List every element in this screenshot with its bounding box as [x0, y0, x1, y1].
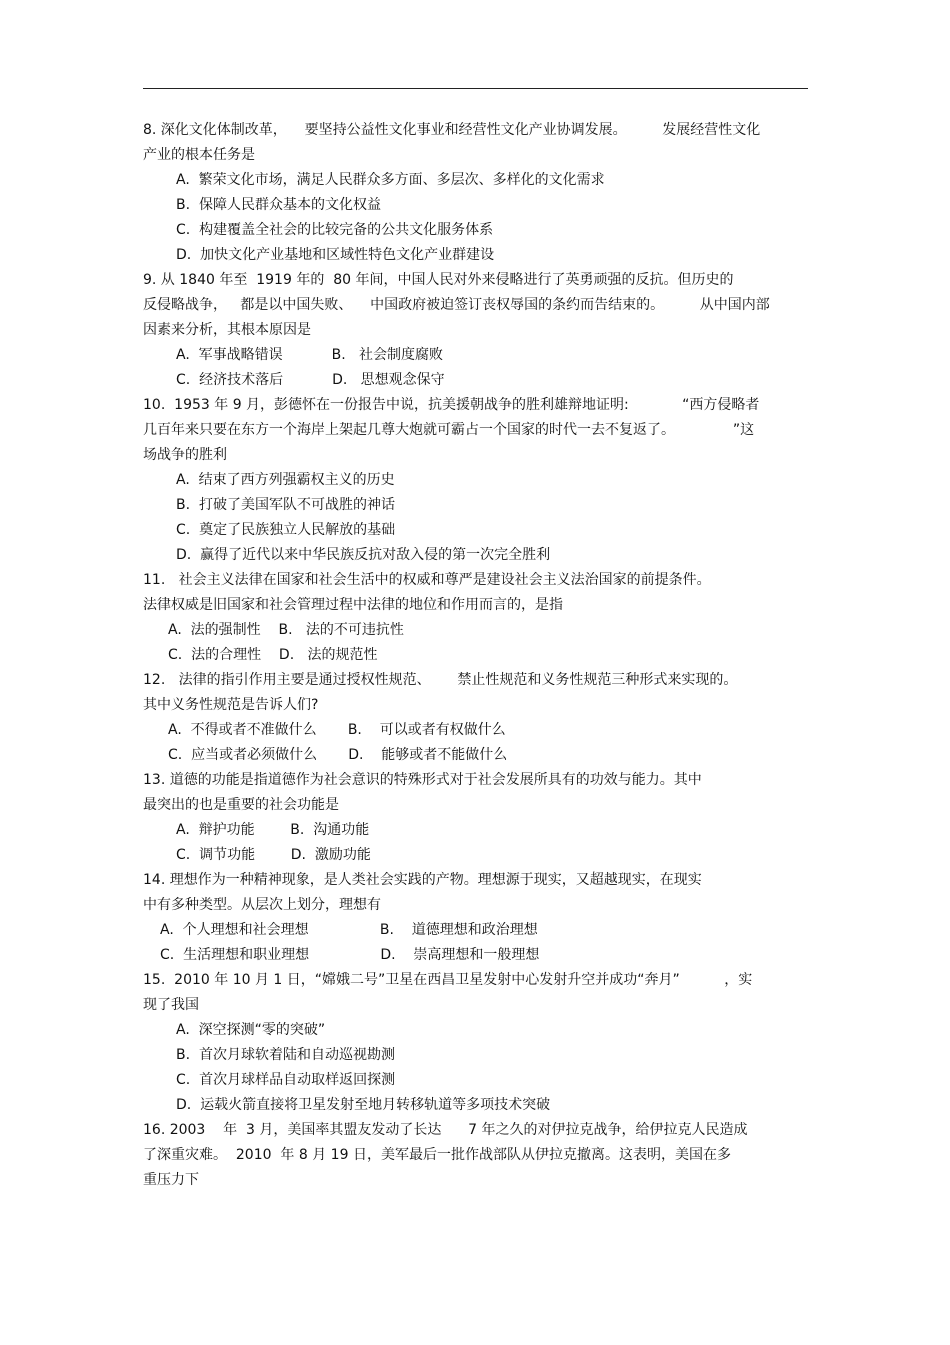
- q13-stem-line2: 最突出的也是重要的社会功能是: [143, 797, 339, 813]
- header-rule: [143, 88, 808, 89]
- q9-options-cd: C. 经济技术落后 D. 思想观念保守: [176, 372, 445, 388]
- q10-stem-line3: 场战争的胜利: [143, 447, 227, 463]
- q15-option-b: B. 首次月球软着陆和自动巡视勘测: [176, 1047, 395, 1063]
- q9-stem-line3: 因素来分析，其根本原因是: [143, 322, 311, 338]
- q15-option-d: D. 运载火箭直接将卫星发射至地月转移轨道等多项技术突破: [176, 1097, 551, 1113]
- q9-stem-line1: 9. 从 1840 年至 1919 年的 80 年间，中国人民对外来侵略进行了英勇顽强的反抗。但历史的: [143, 272, 734, 288]
- q15-stem-line1: 15. 2010 年 10 月 1 日，“嫦娥二号”卫星在西昌卫星发射中心发射升空并成功“奔月” ，实: [143, 972, 753, 988]
- q15-stem-line2: 现了我国: [143, 997, 199, 1013]
- q14-options-cd: C. 生活理想和职业理想 D. 崇高理想和一般理想: [160, 947, 540, 963]
- q14-stem-line2: 中有多种类型。从层次上划分，理想有: [143, 897, 381, 913]
- q13-stem-line1: 13. 道德的功能是指道德作为社会意识的特殊形式对于社会发展所具有的功效与能力。其中: [143, 772, 702, 788]
- q13-options-ab: A. 辩护功能 B. 沟通功能: [176, 822, 370, 838]
- q12-stem-line2: 其中义务性规范是告诉人们?: [143, 697, 319, 713]
- q12-stem-line1: 12. 法律的指引作用主要是通过授权性规范、 禁止性规范和义务性规范三种形式来实现的。: [143, 672, 738, 688]
- q8-stem-line1: 8. 深化文化体制改革， 要坚持公益性文化事业和经营性文化产业协调发展。 发展经营性文化: [143, 122, 761, 138]
- q10-stem-line2: 几百年来只要在东方一个海岸上架起几尊大炮就可霸占一个国家的时代一去不复返了。 ”这: [143, 422, 755, 438]
- q11-stem-line2: 法律权威是旧国家和社会管理过程中法律的地位和作用而言的，是指: [143, 597, 563, 613]
- q11-stem-line1: 11. 社会主义法律在国家和社会生活中的权威和尊严是建设社会主义法治国家的前提条件。: [143, 572, 711, 588]
- q9-stem-line2: 反侵略战争， 都是以中国失败、 中国政府被迫签订丧权辱国的条约而告结束的。 从中国内部: [143, 297, 770, 313]
- q11-options-ab: A. 法的强制性 B. 法的不可违抗性: [168, 622, 404, 638]
- q16-stem-line3: 重压力下: [143, 1172, 199, 1188]
- q10-option-c: C. 奠定了民族独立人民解放的基础: [176, 522, 396, 538]
- q11-options-cd: C. 法的合理性 D. 法的规范性: [168, 647, 378, 663]
- q10-option-d: D. 赢得了近代以来中华民族反抗对敌入侵的第一次完全胜利: [176, 547, 551, 563]
- q10-stem-line1: 10. 1953 年 9 月，彭德怀在一份报告中说，抗美援朝战争的胜利雄辩地证明: “西方侵略者: [143, 397, 760, 413]
- q15-option-a: A. 深空探测“零的突破”: [176, 1022, 326, 1038]
- q8-stem-line2: 产业的根本任务是: [143, 147, 255, 163]
- q12-options-cd: C. 应当或者必须做什么 D. 能够或者不能做什么: [168, 747, 508, 763]
- q9-options-ab: A. 军事战略错误 B. 社会制度腐败: [176, 347, 444, 363]
- q10-option-a: A. 结束了西方列强霸权主义的历史: [176, 472, 395, 488]
- q14-options-ab: A. 个人理想和社会理想 B. 道德理想和政治理想: [160, 922, 538, 938]
- q8-option-a: A. 繁荣文化市场，满足人民群众多方面、多层次、多样化的文化需求: [176, 172, 605, 188]
- q12-options-ab: A. 不得或者不准做什么 B. 可以或者有权做什么: [168, 722, 506, 738]
- q16-stem-line2: 了深重灾难。 2010 年 8 月 19 日，美军最后一批作战部队从伊拉克撤离。这表明，美国在多: [143, 1147, 731, 1163]
- q8-option-b: B. 保障人民群众基本的文化权益: [176, 197, 381, 213]
- q16-stem-line1: 16. 2003 年 3 月，美国率其盟友发动了长达 7 年之久的对伊拉克战争，给伊拉克人民造成: [143, 1122, 748, 1138]
- q8-option-d: D. 加快文化产业基地和区域性特色文化产业群建设: [176, 247, 495, 263]
- q15-option-c: C. 首次月球样品自动取样返回探测: [176, 1072, 396, 1088]
- q10-option-b: B. 打破了美国军队不可战胜的神话: [176, 497, 395, 513]
- q14-stem-line1: 14. 理想作为一种精神现象，是人类社会实践的产物。理想源于现实，又超越现实，在现实: [143, 872, 702, 888]
- q8-option-c: C. 构建覆盖全社会的比较完备的公共文化服务体系: [176, 222, 494, 238]
- q13-options-cd: C. 调节功能 D. 激励功能: [176, 847, 371, 863]
